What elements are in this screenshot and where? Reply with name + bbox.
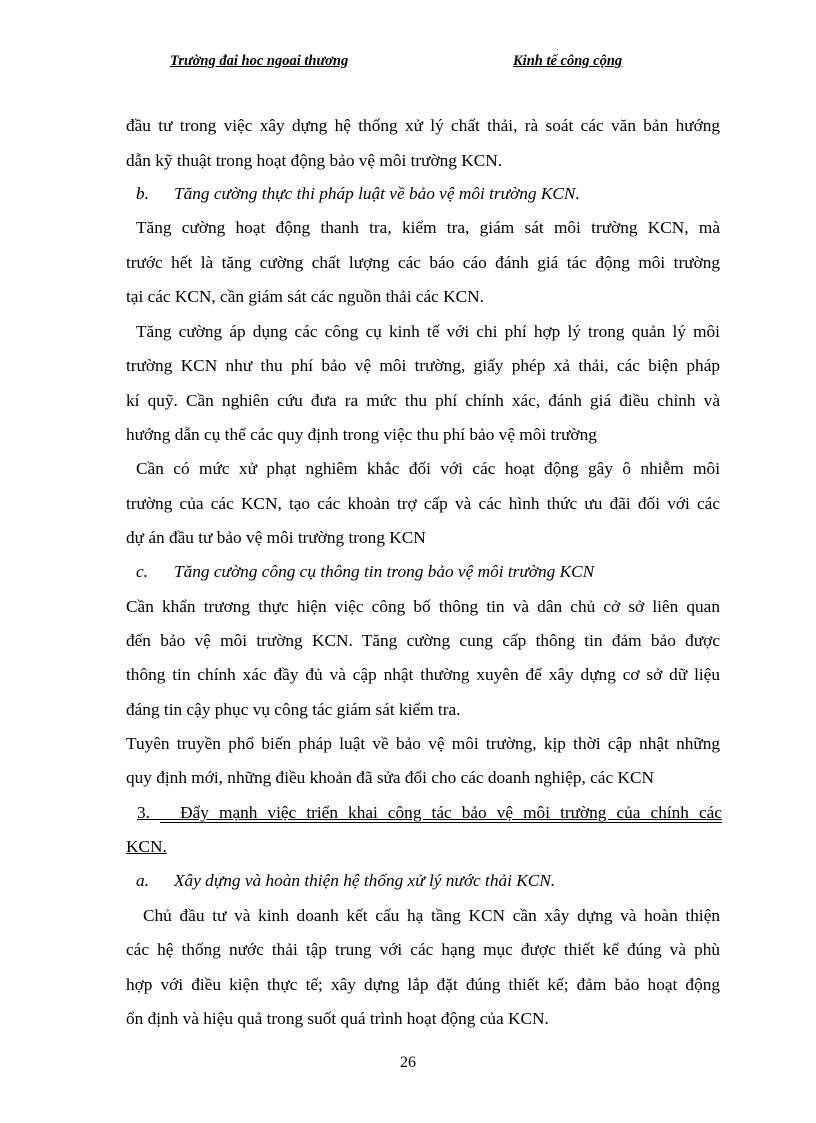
body-line: Cần khẩn trương thực hiện việc công bố thông tin và dân chủ cở sở liên quan [126,597,720,616]
body-line: Chủ đầu tư và kinh doanh kết cấu hạ tầng KCN cần xây dựng và hoàn thiện [143,906,720,925]
body-line: các hệ thống nước thải tập trung với các hạng mục được thiết kế đúng và phù [126,940,720,959]
subheading-text: Tăng cường thực thi pháp luật về bảo vệ môi trường KCN. [174,184,580,203]
body-line: tại các KCN, cần giám sát các nguồn thải các KCN. [126,287,484,306]
body-line: đầu tư trong việc xây dựng hệ thống xử lý chất thải, rà soát các văn bản hướng [126,116,720,135]
section-3-rule [160,822,722,823]
body-line: Tăng cường hoạt động thanh tra, kiểm tra, giám sát môi trường KCN, mà [136,218,720,237]
section-3-heading-line2: KCN. [126,837,167,856]
body-line: trường KCN như thu phí bảo vệ môi trường, giấy phép xả thải, các biện pháp [126,356,720,375]
body-line: Tuyên truyền phổ biến pháp luật về bảo vệ môi trường, kịp thời cập nhật những [126,734,720,753]
body-line: ổn định và hiệu quả trong suốt quá trình hoạt động của KCN. [126,1009,549,1028]
header-left: Trường đai hoc ngoai thương [170,53,349,69]
header-right: Kinh tế công cộng [513,53,623,69]
section-3-heading-line1: 3. Đẩy mạnh việc triển khai công tác bảo vệ môi trường của chính các [137,803,722,822]
subheading-marker: c. [136,562,148,581]
body-line: kí quỹ. Cần nghiên cứu đưa ra mức thu phí chính xác, đánh giá điều chỉnh và [126,391,720,410]
body-line: hướng dẫn cụ thể các quy định trong việc thu phí bảo vệ môi trường [126,425,597,444]
body-line: dẫn kỹ thuật trong hoạt động bảo vệ môi trường KCN. [126,151,503,170]
body-line: Cần có mức xử phạt nghiêm khắc đối với các hoạt động gây ô nhiễm môi [136,459,720,478]
subheading-marker: a. [136,871,149,890]
subheading-b [136,184,730,204]
body-line: dự án đầu tư bảo vệ môi trường trong KCN [126,528,426,547]
subheading-c [136,562,730,582]
subheading-text: Tăng cường công cụ thông tin trong bảo vệ môi trường KCN [174,562,595,581]
subheading-text: Xây dựng và hoàn thiện hệ thống xử lý nước thải KCN. [174,871,556,890]
body-line: đáng tin cậy phục vụ công tác giám sát kiểm tra. [126,700,461,719]
page-number: 26 [400,1054,416,1071]
body-line: quy định mới, những điều khoản đã sửa đổi cho các doanh nghiệp, các KCN [126,768,654,787]
subheading-a [136,871,730,891]
body-line: trước hết là tăng cường chất lượng các báo cáo đánh giá tác động môi trường [126,253,720,272]
body-line: Tăng cường áp dụng các công cụ kinh tế với chi phí hợp lý trong quản lý môi [136,322,720,341]
body-line: thông tin chính xác đầy đủ và cập nhật thường xuyên để xây dựng cơ sở dữ liệu [126,665,720,684]
body-line: hợp với điều kiện thực tế; xây dựng lắp đặt đúng thiết kế; đảm bảo hoạt động [126,975,720,994]
body-line: trường của các KCN, tạo các khoản trợ cấp và các hình thức ưu đãi đối với các [126,494,720,513]
subheading-marker: b. [136,184,149,203]
body-line: đến bảo vệ môi trường KCN. Tăng cường cung cấp thông tin đảm bảo được [126,631,720,650]
